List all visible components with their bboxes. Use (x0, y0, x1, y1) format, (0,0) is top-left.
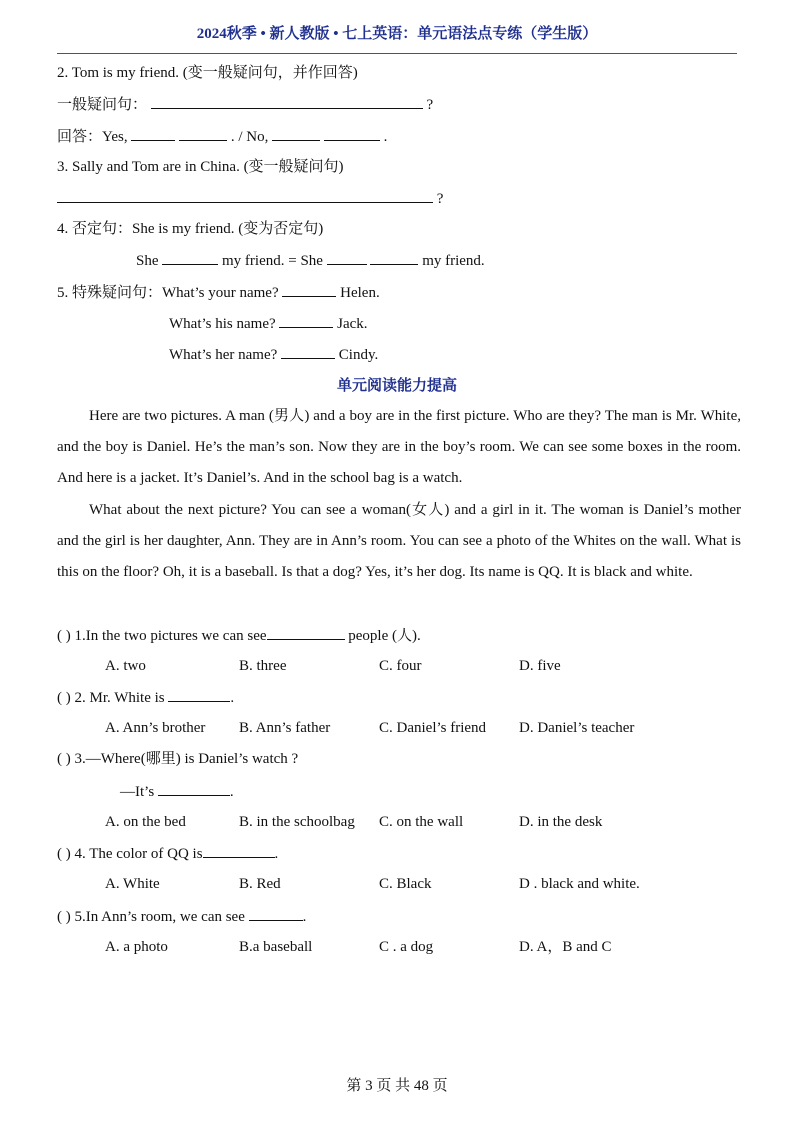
reading-question-3 (57, 749, 298, 769)
q2-no-blank-1[interactable] (272, 126, 320, 141)
q5-blank-2[interactable] (279, 313, 333, 328)
reading-question-4 (57, 843, 278, 864)
q4-answer-row (136, 250, 485, 271)
reading-question-1 (57, 625, 421, 646)
question-blank[interactable] (267, 625, 345, 640)
question-text-end: . (302, 909, 307, 925)
q5-blank-1[interactable] (282, 282, 336, 297)
q5-question-her: What’s her name? (169, 347, 278, 363)
page-footer: 第 3 页 共 48 页 (346, 1078, 448, 1094)
q3-option-b[interactable]: B. in the schoolbag (239, 814, 355, 830)
q2-option-b[interactable]: B. Ann’s father (239, 720, 331, 736)
q3-blank[interactable] (57, 188, 433, 203)
q5-question-his: What’s his name? (169, 316, 276, 332)
q3-option-a[interactable]: A. on the bed (105, 814, 186, 830)
q1-option-a[interactable]: A. two (105, 658, 146, 674)
q3-option-c[interactable]: C. on the wall (379, 814, 464, 830)
q4-option-d[interactable]: D . black and white. (519, 876, 640, 892)
q4-text-b: my friend. = She (222, 253, 323, 269)
q2-yes-blank-1[interactable] (131, 126, 175, 141)
answer-paren[interactable]: ( ) (57, 909, 71, 925)
question-text: 1.In the two pictures we can see (74, 628, 267, 644)
question-blank[interactable] (168, 687, 230, 702)
q4-blank-2[interactable] (327, 250, 367, 265)
q5-row-2 (169, 313, 368, 334)
reading-section-title: 单元阅读能力提高 (336, 378, 457, 394)
reading-question-5 (57, 906, 306, 927)
q3-answer-row (57, 188, 443, 209)
question-text-end: . (230, 690, 235, 706)
q5-answer-2: Jack. (337, 316, 368, 332)
q2-option-c[interactable]: C. Daniel’s friend (379, 720, 487, 736)
answer-paren[interactable]: ( ) (57, 628, 71, 644)
q2-general-label: 一般疑问句： (57, 97, 148, 113)
q5-option-a[interactable]: A. a photo (105, 939, 168, 955)
q2-general-row (57, 94, 433, 115)
reading-question-2 (57, 687, 234, 708)
q4-option-a[interactable]: A. White (105, 876, 160, 892)
q2-answer-end: . (383, 129, 388, 145)
question-line2-end: . (229, 784, 234, 800)
q5-prompt: 5. 特殊疑问句：What’s your name? (57, 285, 279, 301)
q5-answer-3: Cindy. (338, 347, 379, 363)
q4-text-c: my friend. (422, 253, 485, 269)
q1-option-d[interactable]: D. five (519, 658, 561, 674)
q2-answer-row (57, 126, 387, 147)
reading-paragraph-2: What about the next picture? You can see a woman(女人) and a girl in it. The woman is Daniel’s mother and the girl is her daughter, Ann. They are in Ann’s room. You can see a photo of the Whites on the wall. What is this on the floor? Oh, it is a baseball. Is that a dog? Yes, it’s her dog. Its name is QQ. It is black and white. (57, 502, 741, 581)
question-text-end: people (人). (348, 628, 421, 644)
q5-option-b[interactable]: B.a baseball (239, 939, 313, 955)
question-text: 4. The color of QQ is (74, 846, 203, 862)
q2-answer-mid: . / No, (230, 129, 269, 145)
q4-option-b[interactable]: B. Red (239, 876, 281, 892)
question-text: 5.In Ann’s room, we can see (74, 909, 245, 925)
q1-option-b[interactable]: B. three (239, 658, 287, 674)
q2-no-blank-2[interactable] (324, 126, 380, 141)
q2-option-a[interactable]: A. Ann’s brother (105, 720, 206, 736)
q2-yes-blank-2[interactable] (179, 126, 227, 141)
reading-question-3-line2 (120, 781, 234, 802)
q4-blank-3[interactable] (370, 250, 418, 265)
q5-row-1 (57, 282, 380, 303)
question-text: 2. Mr. White is (74, 690, 165, 706)
answer-paren[interactable]: ( ) (57, 751, 71, 767)
question-text: 3.—Where(哪里) is Daniel’s watch ? (74, 751, 299, 767)
page-header: 2024秋季 • 新人教版 • 七上英语：单元语法点专练（学生版） (196, 26, 598, 42)
q2-general-end: ? (426, 97, 434, 113)
answer-paren[interactable]: ( ) (57, 846, 71, 862)
q4-prompt: 4. 否定句：She is my friend. (变为否定句) (57, 221, 324, 237)
q5-blank-3[interactable] (281, 344, 335, 359)
question-text-end: . (274, 846, 279, 862)
q5-answer-1: Helen. (340, 285, 380, 301)
q4-option-c[interactable]: C. Black (379, 876, 432, 892)
q3-end: ? (436, 191, 444, 207)
q4-blank-1[interactable] (162, 250, 218, 265)
q2-prompt: 2. Tom is my friend. (变一般疑问句，并作回答) (57, 65, 358, 81)
header-divider (57, 53, 737, 54)
q5-option-c[interactable]: C . a dog (379, 939, 434, 955)
q1-option-c[interactable]: C. four (379, 658, 422, 674)
question-line2: —It’s (120, 784, 155, 800)
q3-option-d[interactable]: D. in the desk (519, 814, 603, 830)
q4-text-a: She (136, 253, 159, 269)
q2-option-d[interactable]: D. Daniel’s teacher (519, 720, 635, 736)
q3-prompt: 3. Sally and Tom are in China. (变一般疑问句) (57, 159, 344, 175)
q2-answer-label: 回答：Yes, (57, 129, 128, 145)
q5-row-3 (169, 344, 378, 365)
reading-paragraph-1: Here are two pictures. A man (男人) and a boy are in the first picture. Who are they? The man is Mr. White, and the boy is Daniel. He’s the man’s son. Now they are in the boy’s room. We can see some boxes in the room. And here is a jacket. It’s Daniel’s. And in the school bag is a watch. (57, 408, 741, 487)
q2-general-blank[interactable] (151, 94, 423, 109)
q5-option-d[interactable]: D. A，B and C (519, 939, 612, 955)
question-blank[interactable] (249, 906, 303, 921)
question-blank[interactable] (158, 781, 230, 796)
answer-paren[interactable]: ( ) (57, 690, 71, 706)
question-blank[interactable] (203, 843, 275, 858)
